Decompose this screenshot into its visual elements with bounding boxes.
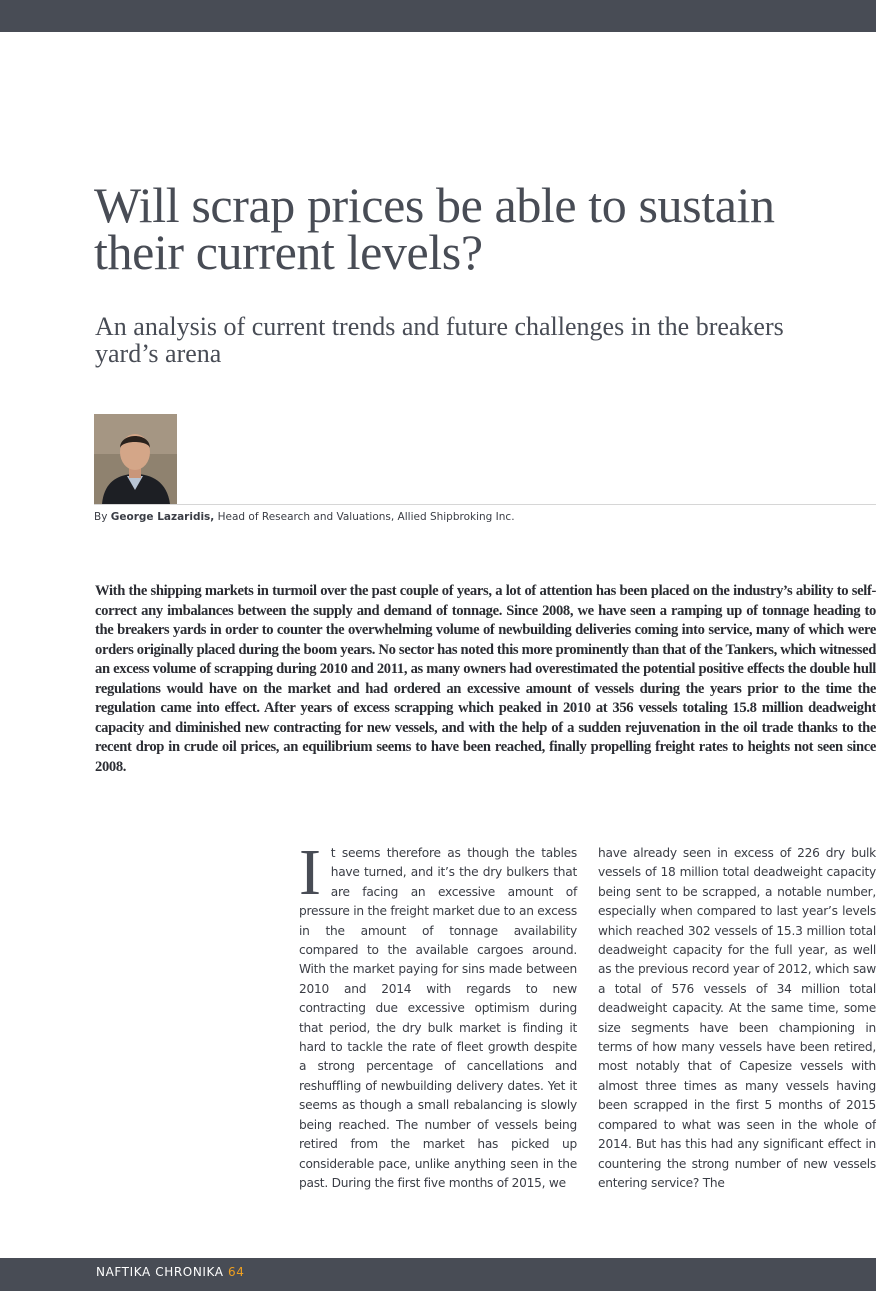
article-subtitle: An analysis of current trends and future challenges in the breakers yard’s arena — [95, 312, 784, 368]
body-column-1 — [299, 836, 577, 1193]
body-column-2: have already seen in excess of 226 dry bulk vessels of 18 million total deadweight capacity being sent to be scrapped, a notable number, especially when compared to last year’s levels which reached 302 vessels of 15.3 million total deadweight capacity for the full year, as well as the previous record year of 2012, which saw a total of 576 vessels of 34 million total deadweight capacity. At the same time, some size segments have been championing in terms of how many vessels have been retired, most notably that of Capesize vessels with almost three times as many vessels having been scrapped in the first 5 months of 2015 compared to what was seen in the whole of 2014. But has this had any significant effect in countering the strong number of new vessels entering service? The — [598, 846, 876, 1190]
author-photo — [94, 414, 177, 504]
byline-prefix: By — [94, 511, 108, 523]
top-header-bar — [0, 0, 876, 32]
lead-paragraph: With the shipping markets in turmoil over the past couple of years, a lot of attention has been placed on the industry’s ability to self-correct any imbalances between the supply and demand of tonnage. Since 2008, we have seen a ramping up of tonnage heading to the breakers yards in order to counter the overwhelming volume of newbuilding deliveries coming into service, many of which were orders originally placed during the boom years. No sector has noted this more prominently than that of the Tankers, which witnessed an excess volume of scrapping during 2010 and 2011, as many owners had overestimated the potential positive effects the double hull regulations would have on the market and had ordered an excessive amount of vessels during the years prior to the time the regulation came into effect. After years of excess scrapping which peaked in 2010 at 356 vessels totaling 15.8 million deadweight capacity and diminished new contracting for new vessels, and with the help of a sudden rejuvenation in the oil trade thanks to the recent drop in crude oil prices, an equilibrium seems to have been reached, finally propelling freight rates to heights not seen since 2008. — [95, 583, 876, 775]
footer — [96, 1264, 245, 1280]
article-title: Will scrap prices be able to sustain their current levels? — [94, 177, 775, 280]
byline — [94, 510, 515, 524]
author-divider — [94, 504, 876, 505]
footer-publication: NAFTIKA CHRONIKA — [96, 1265, 224, 1279]
page-number: 64 — [228, 1265, 245, 1279]
drop-cap: I — [299, 836, 321, 909]
byline-role: Head of Research and Valuations, Allied Shipbroking Inc. — [217, 511, 515, 523]
byline-author: George Lazaridis, — [110, 511, 215, 523]
author-portrait-image — [94, 414, 177, 504]
body-column-1-text: t seems therefore as though the tables have turned, and it’s the dry bulkers that are facing an excessive amount of pressure in the freight market due to an excess in the amount of tonnage availability compared to the available cargoes around. With the market paying for sins made between 2010 and 2014 with regards to new contracting due excessive optimism during that period, the dry bulk market is finding it hard to tackle the rate of fleet growth despite a strong percentage of cancellations and reshuffling of newbuilding delivery dates. Yet it seems as though a small rebalancing is slowly being reached. The number of vessels being retired from the market has picked up considerable pace, unlike anything seen in the past. During the first five months of 2015, we — [299, 846, 577, 1190]
